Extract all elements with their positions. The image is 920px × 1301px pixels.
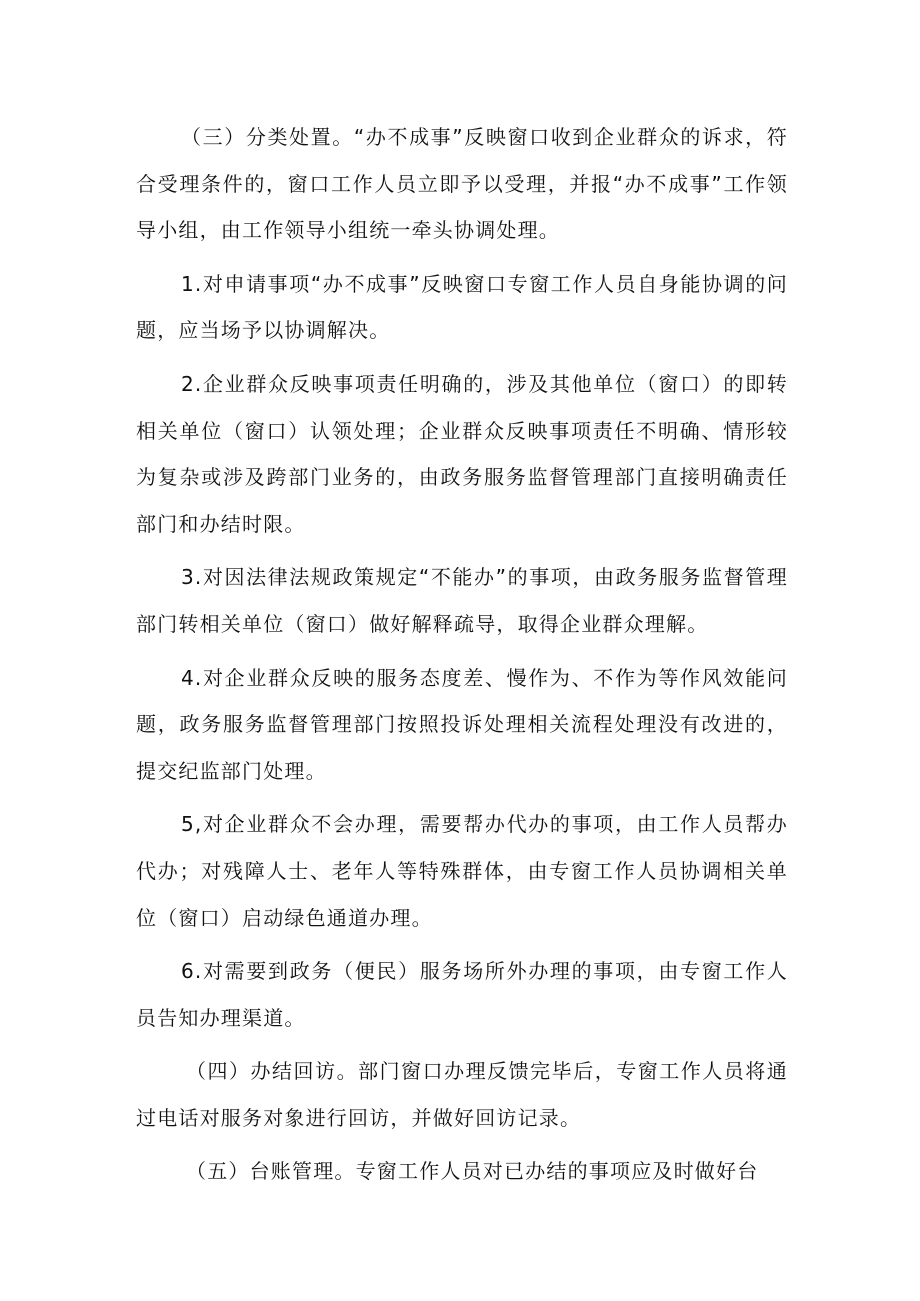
paragraph-item-1: 1.对申请事项“办不成事”反映窗口专窗工作人员自身能协调的问题，应当场予以协调解决。	[136, 271, 788, 343]
paragraph-item-4: 4.对企业群众反映的服务态度差、慢作为、不作为等作风效能问题，政务服务监督管理部门按照投诉处理相关流程处理没有改进的，提交纪监部门处理。	[136, 665, 788, 783]
paragraph-item-2: 2.企业群众反映事项责任明确的，涉及其他单位（窗口）的即转相关单位（窗口）认领处理；企业群众反映事项责任不明确、情形较为复杂或涉及跨部门业务的，由政务服务监督管理部门直接明确责任部门和办结时限。	[136, 371, 788, 536]
paragraph-item-3: 3.对因法律法规政策规定“不能办”的事项，由政务服务监督管理部门转相关单位（窗口）做好解释疏导，取得企业群众理解。	[136, 565, 788, 636]
paragraph-ledger-management: （五）台账管理。专窗工作人员对已办结的事项应及时做好台	[186, 1159, 759, 1184]
paragraph-item-5: 5,对企业群众不会办理，需要帮办代办的事项，由工作人员帮办代办；对残障人士、老年人等特殊群体，由专窗工作人员协调相关单位（窗口）启动绿色通道办理。	[136, 812, 788, 930]
document-body	[136, 114, 788, 1202]
paragraph-follow-up-visit: （四）办结回访。部门窗口办理反馈完毕后，专窗工作人员将通过电话对服务对象进行回访，并做好回访记录。	[136, 1059, 788, 1130]
paragraph-classified-handling: （三）分类处置。“办不成事”反映窗口收到企业群众的诉求，符合受理条件的，窗口工作人员立即予以受理，并报“办不成事”工作领导小组，由工作领导小组统一牵头协调处理。	[136, 125, 788, 243]
paragraph-item-6: 6.对需要到政务（便民）服务场所外办理的事项，由专窗工作人员告知办理渠道。	[136, 959, 788, 1030]
